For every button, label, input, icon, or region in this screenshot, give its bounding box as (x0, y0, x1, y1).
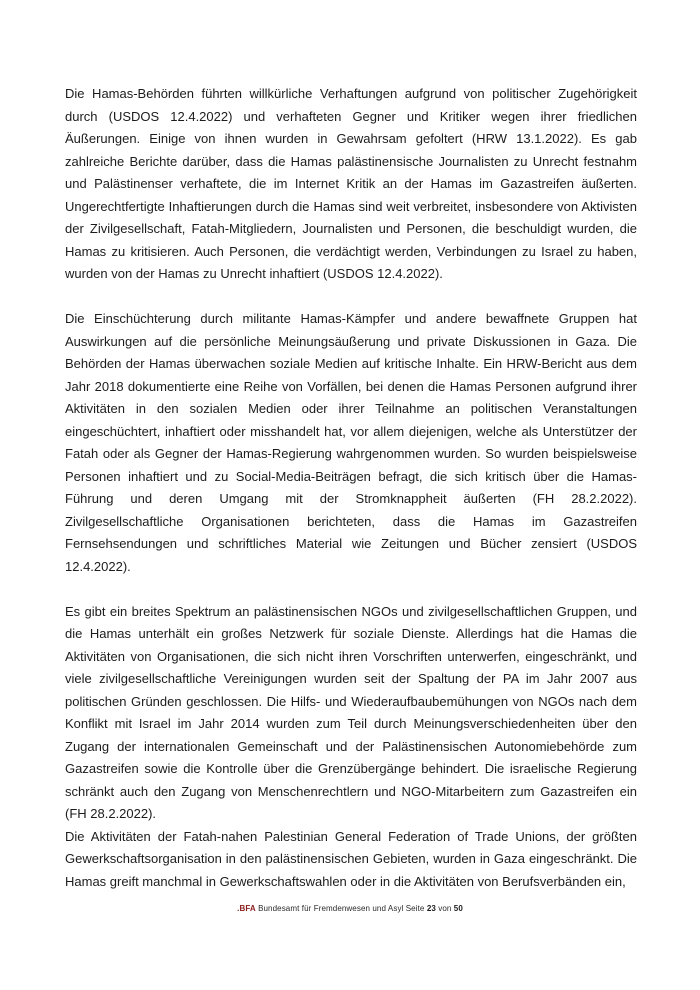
footer-of-label: von (435, 904, 454, 913)
page-body (65, 83, 637, 893)
paragraph-ngos-civil-society: Es gibt ein breites Spektrum an palästinensischen NGOs und zivilgesellschaftlichen Gruppen, und die Hamas unterhält ein großes Netzwerk für soziale Dienste. Allerdings hat die Hamas die Aktivitäten von Organisationen, die sich nicht ihren Vorschriften unterwerfen, eingeschränkt, und viele zivilgesellschaftliche Vereinigungen wurden seit der Spaltung der PA im Jahr 2007 aus politischen Gründen geschlossen. Die Hilfs- und Wiederaufbaubemühungen von NGOs nach dem Konflikt mit Israel im Jahr 2014 wurden zum Teil durch Meinungsverschiedenheiten über den Zugang der internationalen Gemeinschaft und der Palästinensischen Autonomiebehörde zum Gazastreifen sowie die Kontrolle über die Grenzübergänge behindert. Die israelische Regierung schränkt auch den Zugang von Menschenrechtlern und NGO-Mitarbeitern zum Gazastreifen ein (FH 28.2.2022). (65, 603, 637, 821)
footer-total-pages: 50 (453, 904, 463, 913)
bfa-logo: .BFA (237, 904, 256, 913)
paragraph-intimidation-censorship: Die Einschüchterung durch militante Hamas-Kämpfer und andere bewaffnete Gruppen hat Auswirkungen auf die persönliche Meinungsäußerung und private Diskussionen in Gaza. Die Behörden der Hamas überwachen soziale Medien auf kritische Inhalte. Ein HRW-Bericht aus dem Jahr 2018 dokumentierte eine Reihe von Vorfällen, bei denen die Hamas Personen aufgrund ihrer Aktivitäten in den sozialen Medien oder ihrer Teilnahme an politischen Veranstaltungen eingeschüchtert, inhaftiert oder misshandelt hat, vor allem diejenigen, welche als Unterstützer der Fatah oder als Gegner der Hamas-Regierung wahrgenommen wurden. So wurden beispielsweise Personen inhaftiert und zu Social-Media-Beiträgen befragt, die sich kritisch über die Hamas-Führung und deren Umgang mit der Stromknappheit äußerten (FH 28.2.2022). Zivilgesellschaftliche Organisationen berichteten, dass die Hamas im Gazastreifen Fernsehsendungen und schriftliches Material wie Zeitungen und Bücher zensiert (USDOS 12.4.2022). (65, 311, 637, 574)
footer-org-name: Bundesamt für Fremdenwesen und Asyl (255, 904, 406, 913)
paragraph-arbitrary-arrests: Die Hamas-Behörden führten willkürliche Verhaftungen aufgrund von politischer Zugehörigkeit durch (USDOS 12.4.2022) und verhafteten Gegner und Kritiker wegen ihrer friedlichen Äußerungen. Einige von ihnen wurden in Gewahrsam gefoltert (HRW 13.1.2022). Es gab zahlreiche Berichte darüber, dass die Hamas palästinensische Journalisten zu Unrecht festnahm und Palästinenser verhaftete, die im Internet Kritik an der Hamas im Gazastreifen äußerten. Ungerechtfertigte Inhaftierungen durch die Hamas sind weit verbreitet, insbesondere von Aktivisten der Zivilgesellschaft, Fatah-Mitgliedern, Journalisten und Personen, die beschuldigt wurden, die Hamas zu kritisieren. Auch Personen, die verdächtigt werden, Verbindungen zu Israel zu haben, wurden von der Hamas zu Unrecht inhaftiert (USDOS 12.4.2022). (65, 86, 637, 281)
paragraph-trade-unions: Die Aktivitäten der Fatah-nahen Palestinian General Federation of Trade Unions, der größten Gewerkschaftsorganisation in den palästinensischen Gebieten, wurden in Gaza eingeschränkt. Die Hamas greift manchmal in Gewerkschaftswahlen oder in die Aktivitäten von Berufsverbänden ein, (65, 828, 637, 889)
footer-page-label: Seite (405, 904, 427, 913)
footer-page-number: 23 (426, 904, 436, 913)
page-footer (0, 902, 700, 916)
